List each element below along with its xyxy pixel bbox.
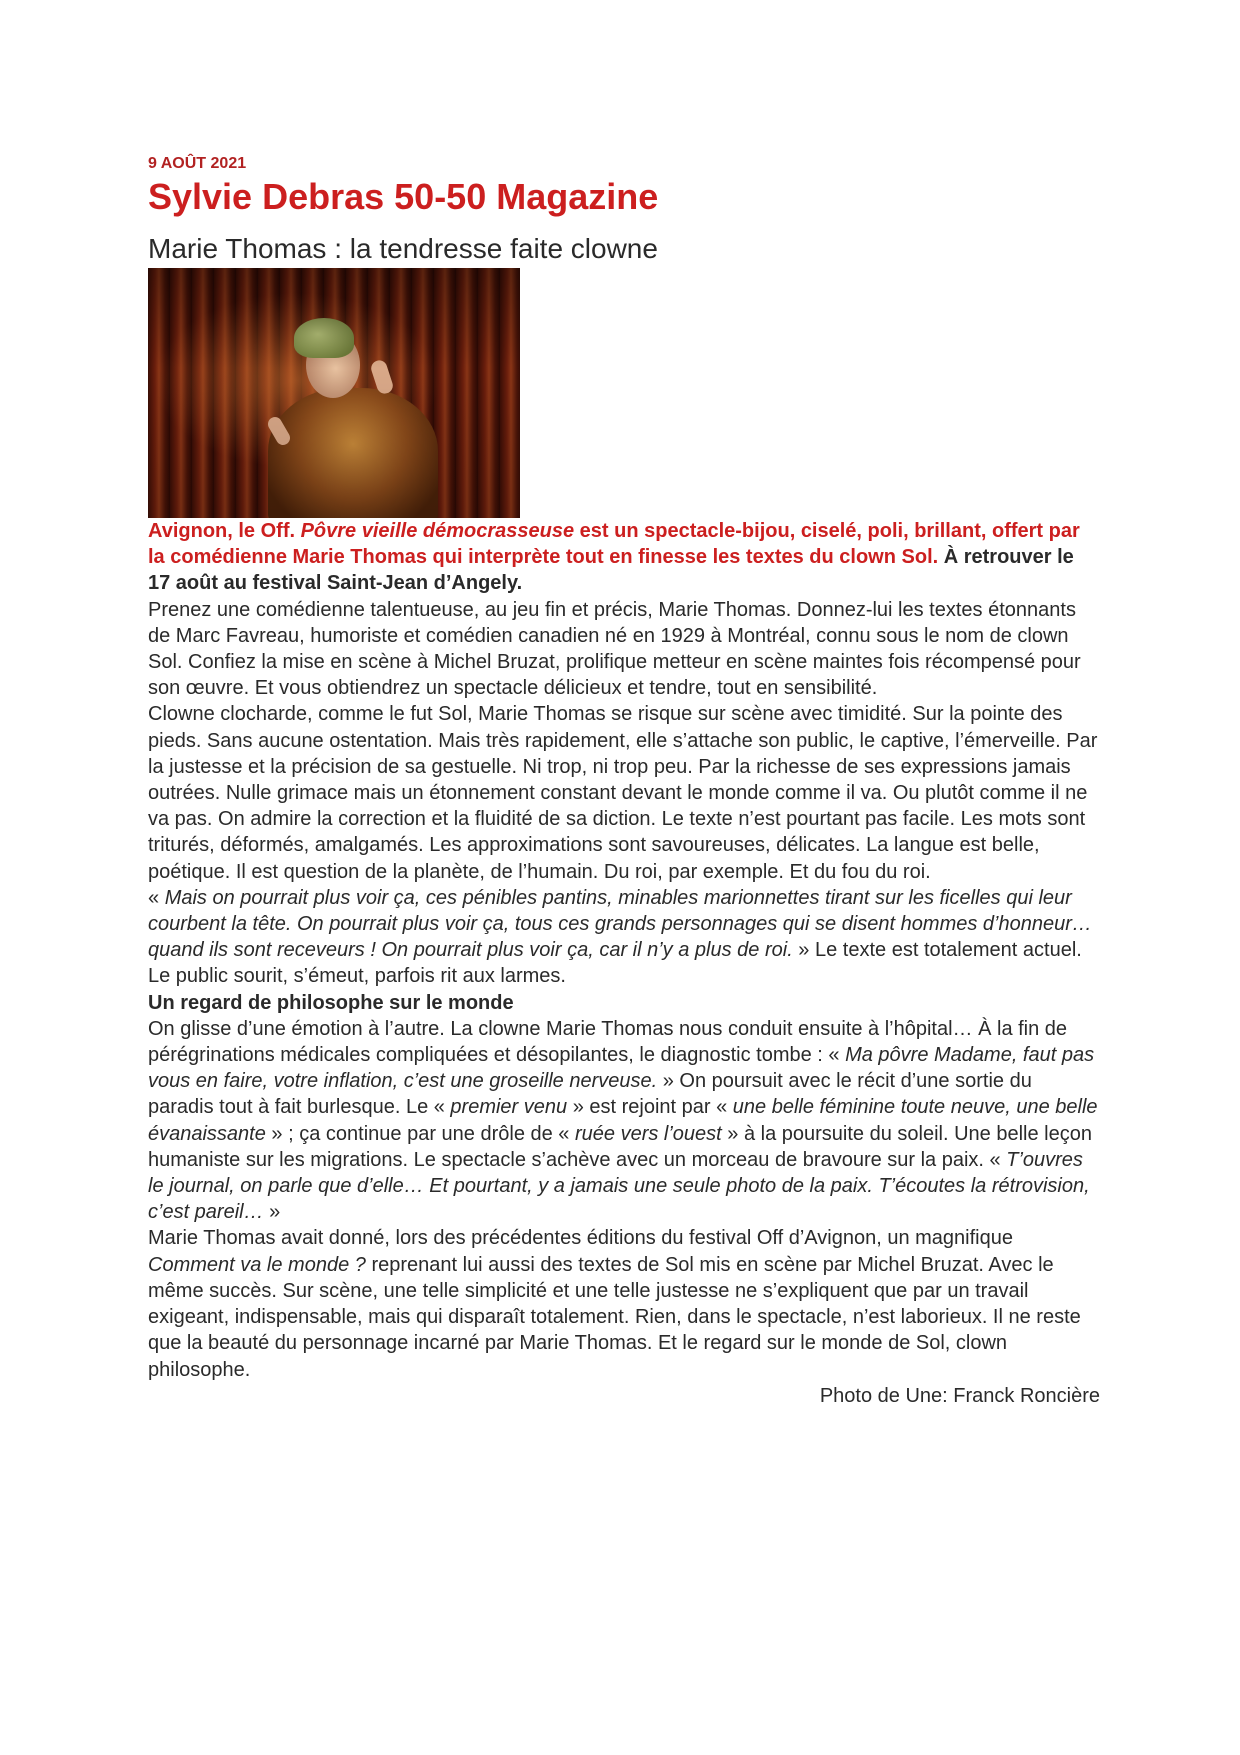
article [148, 154, 1100, 1409]
paragraph-5 [148, 1225, 1100, 1382]
lead-red-2: est un spectacle-bijou, ciselé, poli, brillant, offert par la comédienne Marie Thomas qui interprète tout en finesse les textes du clown Sol. [148, 520, 1080, 569]
p5-t1: Marie Thomas avait donné, lors des précédentes éditions du festival Off d’Avignon, un magnifique [148, 1227, 1013, 1250]
p5-i1: Comment va le monde ? [148, 1253, 366, 1276]
quote-text: Mais on pourrait plus voir ça, ces pénibles pantins, minables marionnettes tirant sur les ficelles qui leur courbent la tête. On pourrait plus voir ça, tous ces grands personnages qui se disent hommes d’honneur… quand ils sont receveurs ! On pourrait plus voir ça, car il n’y a plus de roi. [148, 886, 1092, 962]
p4-i1: Ma pôvre Madame, faut pas vous en faire, votre inflation, c’est une groseille nerveuse. [148, 1044, 1095, 1093]
quote-open: « [148, 886, 165, 909]
subheading: Un regard de philosophe sur le monde [148, 991, 514, 1014]
p4-t2: » On poursuit avec le récit d’une sortie du paradis tout à fait burlesque. Le « [148, 1070, 1032, 1119]
article-date: 9 AOÛT 2021 [148, 155, 247, 172]
p4-i4: ruée vers l’ouest [574, 1122, 722, 1145]
p4-i2: premier venu [450, 1096, 568, 1119]
article-headline: Marie Thomas : la tendresse faite clowne [148, 233, 658, 264]
p4-i3: une belle féminine toute neuve, une belle évanaissante [148, 1096, 1098, 1145]
p4-t5: » à la poursuite du soleil. Une belle leçon humaniste sur les migrations. Le spectacle s’achève avec un morceau de bravoure sur la paix. « [148, 1122, 1092, 1171]
article-body [148, 518, 1100, 1409]
paragraph-2: Clowne clocharde, comme le fut Sol, Marie Thomas se risque sur scène avec timidité. Sur la pointe des pieds. Sans aucune ostentation. Mais très rapidement, elle s’attache son public, le captive, l’émerveille. Par la justesse et la précision de sa gestuelle. Ni trop, ni trop peu. Par la richesse de ses expressions jamais outrées. Nulle grimace mais un étonnement constant devant le monde comme il va. Ou plutôt comme il ne va pas. On admire la correction et la fluidité de sa diction. Le texte n’est pourtant pas facile. Les mots sont triturés, déformés, amalgamés. Les approximations sont savoureuses, délicates. La langue est belle, poétique. Il est question de la planète, de l’humain. Du roi, par exemple. Et du fou du roi. [148, 703, 1098, 883]
paragraph-3 [148, 885, 1100, 990]
photo-shade [148, 268, 520, 518]
quote-close: » Le texte est totalement actuel. Le public sourit, s’émeut, parfois rit aux larmes. [148, 939, 1082, 988]
article-lead [148, 518, 1100, 597]
p4-t4: » ; ça continue par une drôle de « [265, 1122, 575, 1145]
paragraph-4 [148, 1016, 1100, 1226]
lead-dark: À retrouver le 17 août au festival Saint-Jean d’Angely. [148, 546, 1074, 595]
lead-red-1: Avignon, le Off. [148, 520, 301, 542]
p4-t3: » est rejoint par « [567, 1096, 733, 1119]
p4-t6: » [263, 1201, 281, 1224]
masthead: Sylvie Debras 50-50 Magazine [148, 176, 659, 217]
article-photo [148, 268, 520, 518]
p5-t2: reprenant lui aussi des textes de Sol mis en scène par Michel Bruzat. Avec le même succès. Sur scène, une telle simplicité et une telle justesse ne s’expliquent que par un travail exigeant, indispensable, mais qui disparaît totalement. Rien, dans le spectacle, n’est laborieux. Il ne reste que la beauté du personnage incarné par Marie Thomas. Et le regard sur le monde de Sol, clown philosophe. [148, 1253, 1081, 1381]
paragraph-1: Prenez une comédienne talentueuse, au jeu fin et précis, Marie Thomas. Donnez-lui les textes étonnants de Marc Favreau, humoriste et comédien canadien né en 1929 à Montréal, connu sous le nom de clown Sol. Confiez la mise en scène à Michel Bruzat, prolifique metteur en scène maintes fois récompensé pour son œuvre. Et vous obtiendrez un spectacle délicieux et tendre, tout en sensibilité. [148, 598, 1081, 700]
lead-show-title: Pôvre vieille démocrasseuse [300, 520, 575, 542]
photo-credit: Photo de Une: Franck Roncière [819, 1384, 1100, 1407]
p4-i5: T’ouvres le journal, on parle que d’elle… Et pourtant, y a jamais une seule photo de la paix. T’écoutes la rétrovision, c’est pareil… [148, 1148, 1090, 1224]
p4-t1: On glisse d’une émotion à l’autre. La clowne Marie Thomas nous conduit ensuite à l’hôpital… À la fin de pérégrinations médicales compliquées et désopilantes, le diagnostic tombe : « [148, 1017, 1068, 1067]
